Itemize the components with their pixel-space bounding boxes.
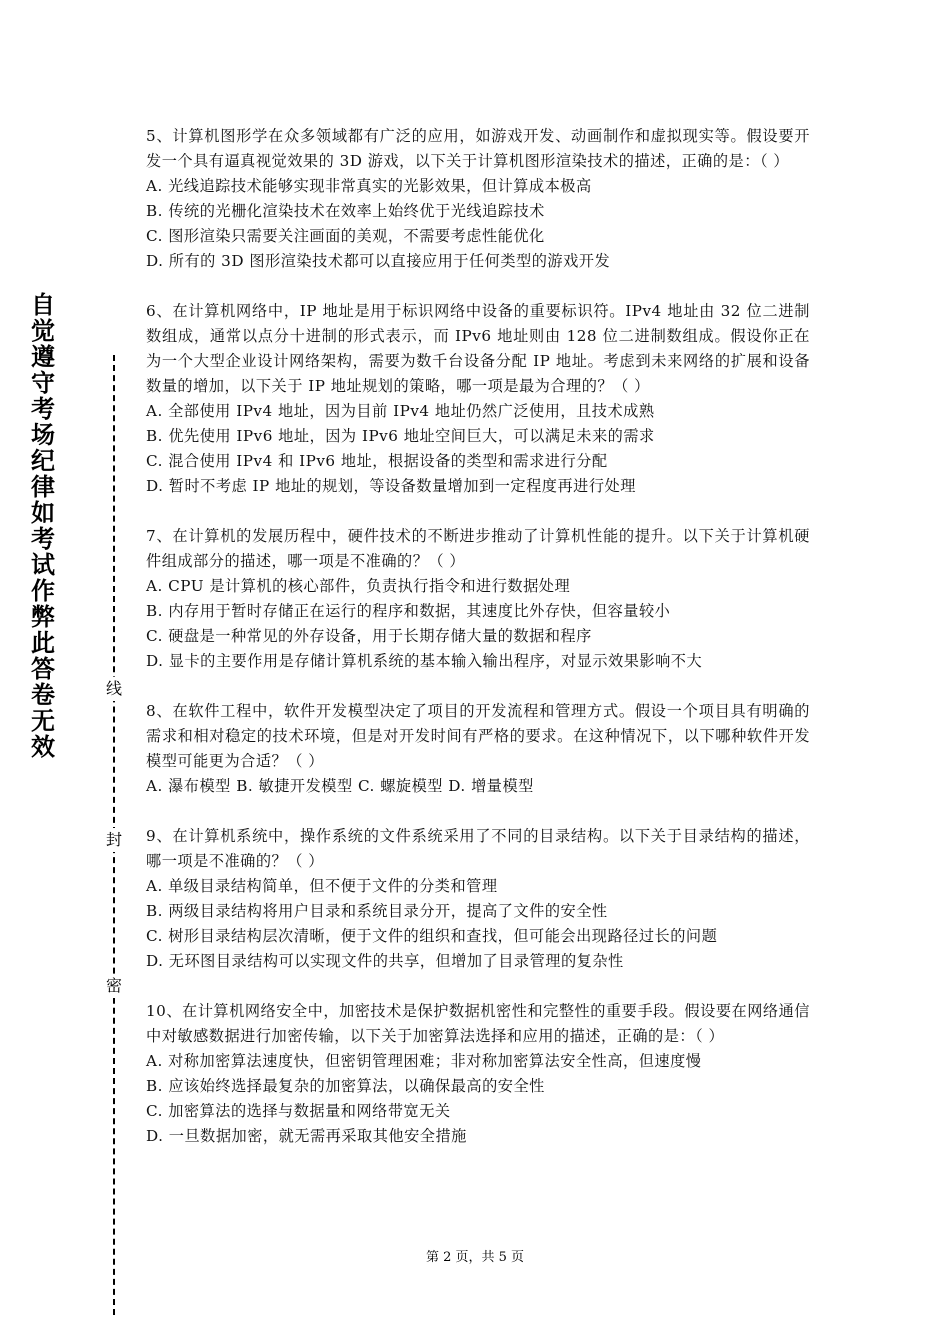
question-8 [146, 699, 810, 799]
question-option: D. 所有的 3D 图形渲染技术都可以直接应用于任何类型的游戏开发 [146, 252, 611, 270]
question-option: D. 显卡的主要作用是存储计算机系统的基本输入输出程序，对显示效果影响不大 [146, 652, 703, 670]
question-option: D. 一旦数据加密，就无需再采取其他安全措施 [146, 1127, 467, 1145]
question-stem: 10、在计算机网络安全中，加密技术是保护数据机密性和完整性的重要手段。假设要在网络通信中对敏感数据进行加密传输，以下关于加密算法选择和应用的描述，正确的是：（ ） [146, 1002, 810, 1045]
question-7 [146, 524, 810, 674]
question-stem: 5、计算机图形学在众多领域都有广泛的应用，如游戏开发、动画制作和虚拟现实等。假设要开发一个具有逼真视觉效果的 3D 游戏，以下关于计算机图形渲染技术的描述，正确的是：（ ） [146, 127, 810, 170]
question-option: C. 硬盘是一种常见的外存设备，用于长期存储大量的数据和程序 [146, 627, 592, 645]
question-9 [146, 824, 810, 974]
binding-mark-seal: 封 [103, 828, 125, 852]
question-6 [146, 299, 810, 499]
question-option: C. 混合使用 IPv4 和 IPv6 地址，根据设备的类型和需求进行分配 [146, 452, 608, 470]
question-option: C. 图形渲染只需要关注画面的美观，不需要考虑性能优化 [146, 227, 545, 245]
question-option: B. 内存用于暂时存储正在运行的程序和数据，其速度比外存快，但容量较小 [146, 602, 671, 620]
question-stem: 6、在计算机网络中，IP 地址是用于标识网络中设备的重要标识符。IPv4 地址由 32 位二进制数组成，通常以点分十进制的形式表示，而 IPv6 地址则由 128 位二进制数组成。假设你正在为一个大型企业设计网络架构，需要为数千台设备分配 IP 地址。考虑到未来网络的扩展和设备数量的增加，以下关于 IP 地址规划的策略，哪一项是最为合理的？（ ） [146, 302, 810, 395]
page-number-footer: 第 2 页，共 5 页 [425, 1250, 525, 1265]
question-option: D. 无环图目录结构可以实现文件的共享，但增加了目录管理的复杂性 [146, 952, 624, 970]
question-stem: 9、在计算机系统中，操作系统的文件系统采用了不同的目录结构。以下关于目录结构的描述，哪一项是不准确的？（ ） [146, 827, 810, 870]
question-option: C. 加密算法的选择与数据量和网络带宽无关 [146, 1102, 451, 1120]
question-option: B. 应该始终选择最复杂的加密算法，以确保最高的安全性 [146, 1077, 545, 1095]
question-option: A. 单级目录结构简单，但不便于文件的分类和管理 [146, 877, 498, 895]
question-option: B. 传统的光栅化渲染技术在效率上始终优于光线追踪技术 [146, 202, 545, 220]
side-notice: 自觉遵守考场纪律如考试作弊此答卷无效 [31, 291, 55, 761]
question-option: B. 两级目录结构将用户目录和系统目录分开，提高了文件的安全性 [146, 902, 608, 920]
question-stem: 8、在软件工程中，软件开发模型决定了项目的开发流程和管理方式。假设一个项目具有明确的需求和相对稳定的技术环境，但是对开发时间有严格的要求。在这种情况下，以下哪种软件开发模型可能更为合适？（ ） [146, 702, 810, 770]
binding-mark-secret: 密 [103, 974, 125, 998]
question-option: A. 全部使用 IPv4 地址，因为目前 IPv4 地址仍然广泛使用，且技术成熟 [146, 402, 655, 420]
question-list [146, 124, 810, 1174]
question-10 [146, 999, 810, 1149]
question-option: A. 光线追踪技术能够实现非常真实的光影效果，但计算成本极高 [146, 177, 592, 195]
question-option: A. CPU 是计算机的核心部件，负责执行指令和进行数据处理 [146, 577, 571, 595]
question-option: C. 树形目录结构层次清晰，便于文件的组织和查找，但可能会出现路径过长的问题 [146, 927, 718, 945]
binding-mark-line: 线 [103, 677, 125, 701]
question-option: B. 优先使用 IPv6 地址，因为 IPv6 地址空间巨大，可以满足未来的需求 [146, 427, 655, 445]
question-5 [146, 124, 810, 274]
question-option: D. 暂时不考虑 IP 地址的规划，等设备数量增加到一定程度再进行处理 [146, 477, 636, 495]
question-option: A. 瀑布模型 B. 敏捷开发模型 C. 螺旋模型 D. 增量模型 [146, 777, 534, 795]
question-option: A. 对称加密算法速度快，但密钥管理困难；非对称加密算法安全性高，但速度慢 [146, 1052, 702, 1070]
question-stem: 7、在计算机的发展历程中，硬件技术的不断进步推动了计算机性能的提升。以下关于计算机硬件组成部分的描述，哪一项是不准确的？（ ） [146, 527, 810, 570]
